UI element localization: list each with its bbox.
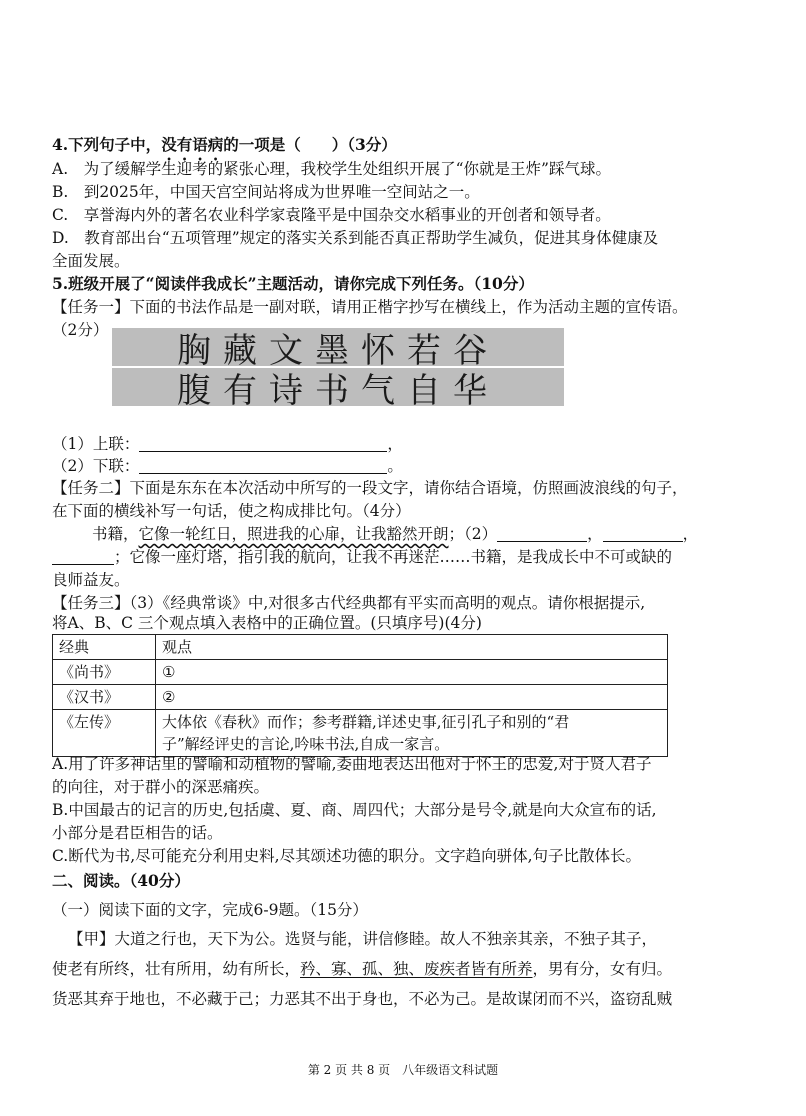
task1-line2: （2分） — [52, 321, 109, 339]
table-cell: 《尚书》 — [53, 660, 156, 685]
q4-stem: 4.下列句子中，没有语病的一项是（ ）（3分） — [52, 135, 397, 154]
table-row — [53, 660, 668, 685]
table-row — [53, 710, 668, 757]
task2-line2: 在下面的横线补写一句话，使之构成排比句。（4分） — [52, 502, 411, 520]
table-cell: 大体依《春秋》而作；参考群籍,详述史事,征引孔子和别的“君 子”解经评史的言论,吟味书法,自成一家言。 — [156, 710, 668, 757]
option-b-line2: 小部分是君臣相告的话。 — [52, 824, 223, 842]
passage-line1: 【甲】大道之行也，天下为公。选贤与能，讲信修睦。故人不独亲其亲，不独子其子， — [68, 930, 658, 948]
lower-blank[interactable] — [139, 457, 387, 474]
underlined-phrase: 矜、寡、孤、独、废疾者皆有所养 — [300, 960, 533, 978]
q4-option-b: B. 到2025年，中国天宫空间站将成为世界唯一空间站之一。 — [52, 183, 480, 201]
q5-stem: 5.班级开展了“阅读伴我成长”主题活动，请你完成下列任务。（10分） — [52, 274, 534, 293]
page-footer: 第 2 页 共 8 页 八年级语文科试题 — [307, 1063, 499, 1077]
option-a-line1: A.用了许多神话里的譬喻和动植物的譬喻,委曲地表达出他对于怀王的忠爱,对于贤人君子 — [52, 755, 652, 773]
task2-para-line2: ；它像一座灯塔，指引我的航向，让我不再迷茫……书籍，是我成长中不可或缺的 — [52, 546, 672, 568]
table-cell: 《左传》 — [53, 710, 156, 757]
table-row — [53, 685, 668, 710]
task2-blank-3[interactable] — [52, 548, 114, 565]
task2-para-line3: 良师益友。 — [52, 571, 130, 589]
table-row — [53, 635, 668, 660]
task2-blank-1[interactable] — [497, 525, 587, 542]
task1-line1: 【任务一】下面的书法作品是一副对联，请用正楷字抄写在横线上，作为活动主题的宣传语。 — [52, 298, 688, 316]
q4-emphasis: 没有语病 — [161, 135, 224, 154]
table-header-classic: 经典 — [53, 635, 156, 660]
option-b-line1: B.中国最古的记言的历史,包括虞、夏、商、周四代；大部分是号令,就是向大众宣布的话, — [52, 801, 657, 819]
q4-option-d-line2: 全面发展。 — [52, 252, 130, 270]
table-cell: 《汉书》 — [53, 685, 156, 710]
option-c: C.断代为书,尽可能充分利用史料,尽其颂述功德的职分。文字趋向骈体,句子比散体长。 — [52, 847, 642, 865]
table-answer-cell-1[interactable]: ① — [156, 660, 668, 685]
task2-blank-2[interactable] — [603, 525, 683, 542]
task3-line2: 将A、B、C 三个观点填入表格中的正确位置。(只填序号)(4分) — [52, 614, 482, 632]
section-title: 二、阅读。（40分） — [52, 871, 190, 890]
task2-line1: 【任务二】下面是东东在本次活动中所写的一段文字，请你结合语境，仿照画波浪线的句子， — [52, 479, 688, 497]
section-subtitle: （一）阅读下面的文字，完成6-9题。（15分） — [52, 901, 368, 919]
task3-line1: 【任务三】（3）《经典常谈》中,对很多古代经典都有平实而高明的观点。请你根据提示, — [52, 594, 646, 612]
calligraphy-lower: 腹有诗书气自华 — [112, 368, 564, 406]
task2-para-line1: 书籍，它像一轮红日，照进我的心扉，让我豁然开朗；（2） ， ， — [92, 525, 699, 543]
q4-option-d-line1: D. 教育部出台“五项管理”规定的落实关系到能否真正帮助学生减负，促进其身体健康及 — [52, 229, 659, 247]
wavy-sentence: 它像一轮红日，照进我的心扉，让我豁然开朗 — [138, 525, 449, 543]
passage-line3: 货恶其弃于地也，不必藏于己；力恶其不出于身也，不必为己。是故谋闭而不兴，盗窃乱贼 — [52, 990, 673, 1008]
option-a-line2: 的向往，对于群小的深恶痛疾。 — [52, 778, 270, 796]
passage-line2: 使老有所终，壮有所用，幼有所长，矜、寡、孤、独、废疾者皆有所养，男有分，女有归。 — [52, 960, 673, 978]
table-header-view: 观点 — [156, 635, 668, 660]
table-answer-cell-2[interactable]: ② — [156, 685, 668, 710]
upper-blank[interactable] — [139, 435, 387, 452]
calligraphy-upper: 胸藏文墨怀若谷 — [112, 328, 564, 366]
lower-line-row: （2）下联： 。 — [52, 457, 403, 475]
q4-option-a: A. 为了缓解学生迎考的紧张心理，我校学生处组织开展了“你就是王炸”踩气球。 — [52, 160, 611, 178]
upper-line-row: （1）上联： ， — [52, 435, 403, 453]
q4-option-c: C. 享誉海内外的著名农业科学家袁隆平是中国杂交水稻事业的开创者和领导者。 — [52, 206, 611, 224]
classics-table — [52, 634, 668, 757]
